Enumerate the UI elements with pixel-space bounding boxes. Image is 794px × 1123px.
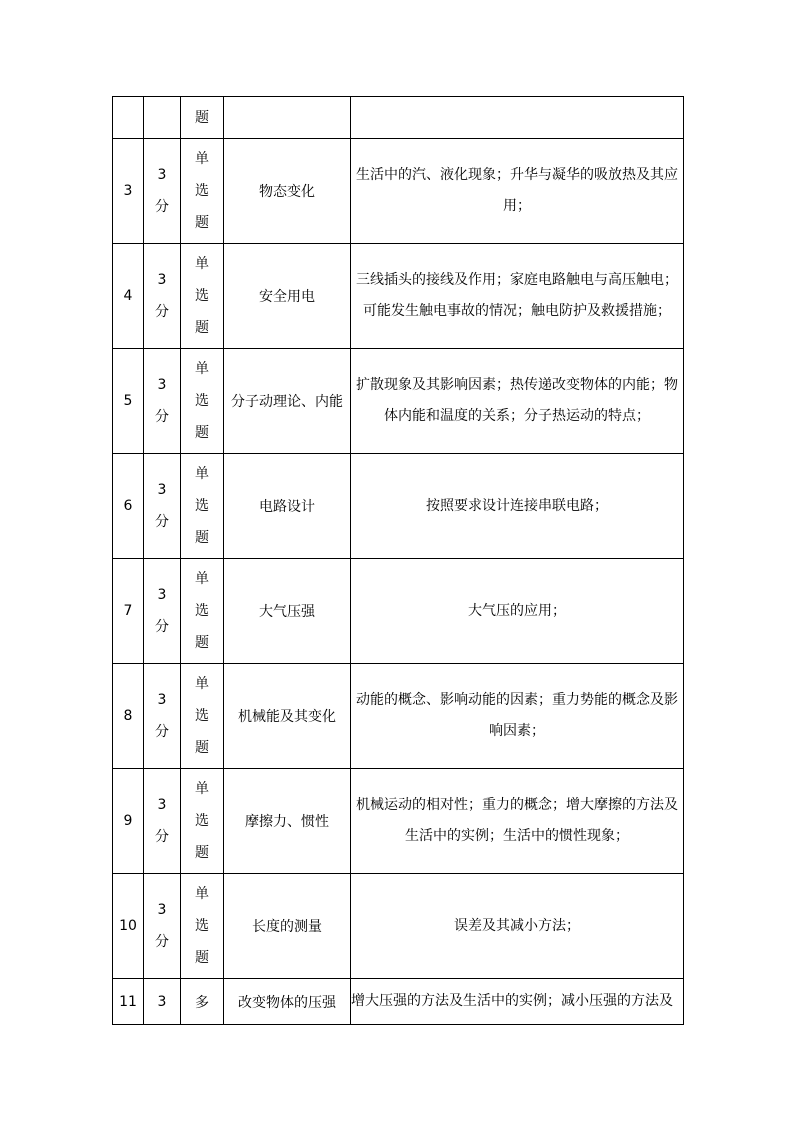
cell-score (144, 139, 181, 244)
question-type-char: 题 (195, 425, 209, 441)
cell-number (113, 97, 144, 139)
cell-score (144, 769, 181, 874)
cell-number: 6 (113, 454, 144, 559)
cell-topic: 长度的测量 (224, 874, 351, 979)
question-type-char: 选 (195, 918, 209, 934)
cell-number: 11 (113, 979, 144, 1025)
cell-score (144, 874, 181, 979)
question-type-char: 单 (195, 781, 209, 797)
score-char: 分 (155, 514, 169, 530)
table-row (113, 349, 684, 454)
cell-question-type (181, 244, 224, 349)
cell-number: 7 (113, 559, 144, 664)
question-type-char: 单 (195, 676, 209, 692)
cell-topic: 分子动理论、内能 (224, 349, 351, 454)
question-type-char: 选 (195, 393, 209, 409)
cell-topic: 机械能及其变化 (224, 664, 351, 769)
cell-topic: 安全用电 (224, 244, 351, 349)
score-char: 3 (157, 482, 167, 498)
question-type-char: 选 (195, 708, 209, 724)
score-char: 3 (157, 272, 167, 288)
table-row (113, 769, 684, 874)
table-row (113, 559, 684, 664)
score-char: 分 (155, 619, 169, 635)
question-type-char: 单 (195, 886, 209, 902)
score-char: 分 (155, 934, 169, 950)
question-type-char: 选 (195, 813, 209, 829)
question-type-char: 题 (195, 740, 209, 756)
cell-number: 4 (113, 244, 144, 349)
cell-score (144, 97, 181, 139)
cell-number: 9 (113, 769, 144, 874)
score-char: 分 (155, 199, 169, 215)
cell-knowledge-points: 增大压强的方法及生活中的实例；减小压强的方法及 (351, 979, 684, 1025)
cell-question-type (181, 139, 224, 244)
table-row-truncated (113, 979, 684, 1025)
cell-knowledge-points: 误差及其减小方法； (351, 874, 684, 979)
cell-knowledge-points: 机械运动的相对性；重力的概念；增大摩擦的方法及生活中的实例；生活中的惯性现象； (351, 769, 684, 874)
cell-knowledge-points: 生活中的汽、液化现象；升华与凝华的吸放热及其应用； (351, 139, 684, 244)
cell-topic: 物态变化 (224, 139, 351, 244)
question-type-char: 题 (195, 845, 209, 861)
cell-topic: 改变物体的压强 (224, 979, 351, 1025)
cell-knowledge-points: 按照要求设计连接串联电路； (351, 454, 684, 559)
cell-score (144, 559, 181, 664)
question-type-char: 选 (195, 603, 209, 619)
cell-knowledge-points: 大气压的应用； (351, 559, 684, 664)
question-type-char: 题 (195, 530, 209, 546)
exam-analysis-table (112, 96, 684, 1025)
question-type-char: 单 (195, 361, 209, 377)
score-char: 3 (157, 692, 167, 708)
cell-question-type (181, 874, 224, 979)
table-row (113, 244, 684, 349)
cell-question-type: 多 (181, 979, 224, 1025)
question-type-char: 选 (195, 183, 209, 199)
score-char: 3 (157, 797, 167, 813)
question-type-char: 单 (195, 571, 209, 587)
question-type-char: 单 (195, 256, 209, 272)
score-char: 分 (155, 304, 169, 320)
cell-knowledge-points: 扩散现象及其影响因素；热传递改变物体的内能；物体内能和温度的关系；分子热运动的特点； (351, 349, 684, 454)
cell-number: 8 (113, 664, 144, 769)
cell-number: 3 (113, 139, 144, 244)
cell-question-type (181, 454, 224, 559)
score-char: 3 (157, 587, 167, 603)
cell-question-type (181, 349, 224, 454)
cell-score (144, 244, 181, 349)
question-type-char: 题 (195, 109, 209, 126)
cell-number: 10 (113, 874, 144, 979)
cell-question-type (181, 97, 224, 139)
question-type-char: 选 (195, 498, 209, 514)
table-row (113, 454, 684, 559)
cell-score: 3 (144, 979, 181, 1025)
cell-question-type (181, 664, 224, 769)
cell-question-type (181, 769, 224, 874)
cell-topic: 大气压强 (224, 559, 351, 664)
table-row (113, 874, 684, 979)
cell-knowledge-points: 动能的概念、影响动能的因素；重力势能的概念及影响因素； (351, 664, 684, 769)
table-row-continued (113, 97, 684, 139)
question-type-char: 题 (195, 950, 209, 966)
question-type-char: 单 (195, 466, 209, 482)
score-char: 分 (155, 829, 169, 845)
question-type-char: 单 (195, 151, 209, 167)
question-type-char: 题 (195, 320, 209, 336)
cell-score (144, 454, 181, 559)
cell-topic: 摩擦力、惯性 (224, 769, 351, 874)
score-char: 分 (155, 409, 169, 425)
question-type-char: 题 (195, 635, 209, 651)
table-row (113, 139, 684, 244)
cell-question-type (181, 559, 224, 664)
question-type-char: 题 (195, 215, 209, 231)
cell-topic (224, 97, 351, 139)
cell-score (144, 664, 181, 769)
cell-knowledge-points (351, 97, 684, 139)
score-char: 分 (155, 724, 169, 740)
cell-score (144, 349, 181, 454)
score-char: 3 (157, 167, 167, 183)
score-char: 3 (157, 377, 167, 393)
score-char: 3 (157, 902, 167, 918)
table-row (113, 664, 684, 769)
cell-knowledge-points: 三线插头的接线及作用；家庭电路触电与高压触电；可能发生触电事故的情况；触电防护及救援措施； (351, 244, 684, 349)
cell-number: 5 (113, 349, 144, 454)
cell-topic: 电路设计 (224, 454, 351, 559)
question-type-char: 选 (195, 288, 209, 304)
